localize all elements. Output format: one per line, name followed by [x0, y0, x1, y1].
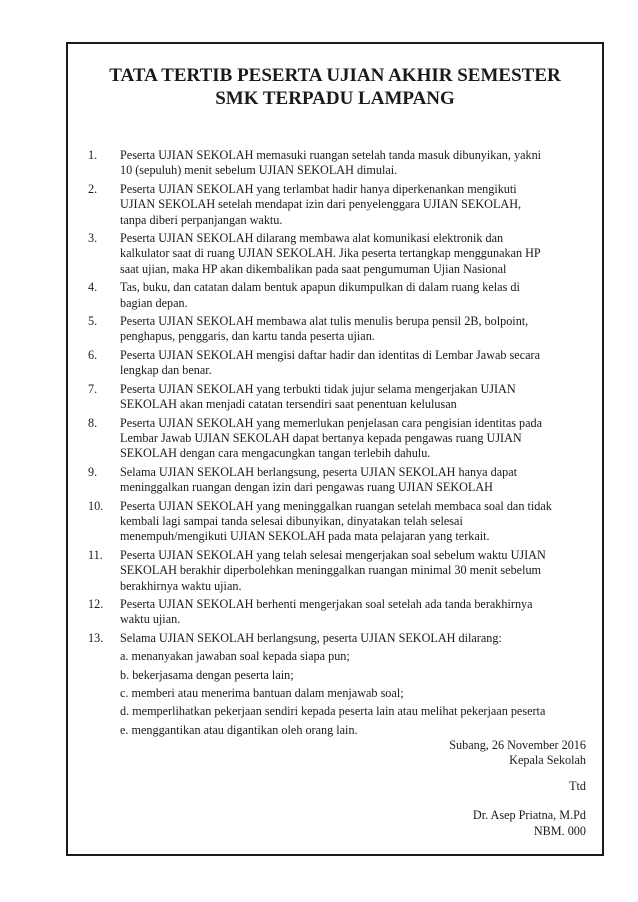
rule-text — [120, 280, 588, 311]
rule-sub-items — [120, 649, 588, 738]
rule-text-line: kembali lagi sampai tanda selesai dibunyikan, dinyatakan telah selesai — [120, 513, 463, 528]
rule-text-line: SEKOLAH dengan cara mengacungkan tangan terlebih dahulu. — [120, 446, 431, 461]
rule-text — [120, 314, 588, 345]
rules-list — [88, 148, 588, 741]
rule-text-line: Selama UJIAN SEKOLAH berlangsung, peserta UJIAN SEKOLAH hanya dapat — [120, 464, 518, 479]
rule-text-line: waktu ujian. — [120, 612, 181, 627]
rule-item — [88, 548, 588, 594]
rule-text-line: Peserta UJIAN SEKOLAH memasuki ruangan setelah tanda masuk dibunyikan, yakni — [120, 148, 542, 162]
rule-item — [88, 280, 588, 311]
rule-item — [88, 182, 588, 228]
rule-text-line: berakhirnya waktu ujian. — [120, 578, 242, 593]
rule-number: 6. — [88, 347, 98, 362]
rule-number: 3. — [88, 231, 98, 246]
rule-number: 5. — [88, 314, 98, 329]
rule-text — [120, 382, 588, 413]
rule-text — [120, 182, 588, 228]
rule-text — [120, 548, 588, 594]
rule-text-line: saat ujian, maka HP akan dikembalikan pada saat pengumuman Ujian Nasional — [120, 261, 507, 276]
rule-text — [120, 348, 588, 379]
rule-text — [120, 631, 588, 738]
rule-number: 7. — [88, 381, 98, 396]
rule-text-line: lengkap dan benar. — [120, 363, 212, 378]
rule-number: 10. — [88, 498, 104, 513]
rule-number: 9. — [88, 464, 98, 479]
rule-item — [88, 597, 588, 628]
rule-item — [88, 348, 588, 379]
rule-text-line: Peserta UJIAN SEKOLAH mengisi daftar hadir dan identitas di Lembar Jawab secara — [120, 347, 540, 362]
signature-ttd: Ttd — [569, 778, 586, 793]
rule-item — [88, 382, 588, 413]
rule-item — [88, 465, 588, 496]
rule-text-line: Peserta UJIAN SEKOLAH yang terlambat hadir hanya diperkenankan mengikuti — [120, 181, 517, 196]
title-line-1: TATA TERTIB PESERTA UJIAN AKHIR SEMESTER — [109, 65, 561, 86]
rule-sub-item: b. bekerjasama dengan peserta lain; — [120, 667, 294, 682]
rule-item — [88, 499, 588, 545]
rule-text-line: Lembar Jawab UJIAN SEKOLAH dapat bertanya kepada pengawas ruang UJIAN — [120, 430, 522, 445]
rule-item — [88, 314, 588, 345]
rule-item — [88, 631, 588, 738]
rule-number: 13. — [88, 630, 104, 645]
rule-text-line: 10 (sepuluh) menit sebelum UJIAN SEKOLAH dimulai. — [120, 163, 398, 178]
title-line-2: SMK TERPADU LAMPANG — [215, 88, 455, 109]
rule-text-line: SEKOLAH berakhir diperbolehkan meninggalkan ruangan minimal 30 menit sebelum — [120, 563, 542, 578]
document-title — [68, 64, 602, 110]
rule-text — [120, 416, 588, 462]
rule-text — [120, 148, 588, 179]
rule-text-line: SEKOLAH akan menjadi catatan tersendiri saat penentuan kelulusan — [120, 397, 457, 412]
rule-item — [88, 416, 588, 462]
rule-number: 2. — [88, 181, 98, 196]
rule-number: 1. — [88, 148, 98, 162]
rule-text — [120, 465, 588, 496]
rule-number: 12. — [88, 596, 104, 611]
rule-sub-item: c. memberi atau menerima bantuan dalam menjawab soal; — [120, 686, 404, 700]
rule-text — [120, 499, 588, 545]
rule-text-line: meninggalkan ruangan dengan izin dari pengawas ruang UJIAN SEKOLAH — [120, 480, 493, 495]
rule-text-line: Peserta UJIAN SEKOLAH yang terbukti tidak jujur selama mengerjakan UJIAN — [120, 381, 516, 396]
signature-name: Dr. Asep Priatna, M.Pd — [472, 808, 586, 823]
rule-text-line: UJIAN SEKOLAH setelah mendapat izin dari penyelenggara UJIAN SEKOLAH, — [120, 197, 522, 212]
rule-item — [88, 231, 588, 277]
rule-text-line: Tas, buku, dan catatan dalam bentuk apapun dikumpulkan di dalam ruang kelas di — [120, 280, 520, 295]
rule-number: 11. — [88, 547, 103, 562]
rule-text-line: Peserta UJIAN SEKOLAH yang meninggalkan ruangan setelah membaca soal dan tidak — [120, 498, 552, 513]
rule-text-line: penghapus, penggaris, dan kartu tanda peserta ujian. — [120, 329, 375, 344]
signature-nbm: NBM. 000 — [533, 823, 586, 838]
rule-text-line: bagian depan. — [120, 295, 188, 310]
rule-sub-item: d. memperlihatkan pekerjaan sendiri kepada peserta lain atau melihat pekerjaan peserta — [120, 704, 546, 719]
signature-place-date: Subang, 26 November 2016 — [449, 738, 586, 752]
rule-number: 8. — [88, 415, 98, 430]
rule-text-line: tanpa diberi perpanjangan waktu. — [120, 212, 283, 227]
rule-text-line: menempuh/mengikuti UJIAN SEKOLAH pada mata pelajaran yang terkait. — [120, 529, 490, 544]
rule-number: 4. — [88, 280, 98, 295]
rule-text-line: Peserta UJIAN SEKOLAH dilarang membawa alat komunikasi elektronik dan — [120, 231, 504, 246]
rule-text — [120, 231, 588, 277]
signature-position: Kepala Sekolah — [509, 753, 586, 768]
rule-text-line: Selama UJIAN SEKOLAH berlangsung, peserta UJIAN SEKOLAH dilarang: — [120, 630, 502, 645]
rule-text-line: Peserta UJIAN SEKOLAH berhenti mengerjakan soal setelah ada tanda berakhirnya — [120, 596, 533, 611]
rule-text-line: kalkulator saat di ruang UJIAN SEKOLAH. Jika peserta tertangkap menggunakan HP — [120, 246, 541, 261]
signature-block — [449, 738, 586, 839]
rule-text — [120, 597, 588, 628]
rule-text-line: Peserta UJIAN SEKOLAH membawa alat tulis menulis berupa pensil 2B, bolpoint, — [120, 314, 529, 329]
rule-text-line: Peserta UJIAN SEKOLAH yang telah selesai mengerjakan soal sebelum waktu UJIAN — [120, 547, 546, 562]
rule-sub-item: a. menanyakan jawaban soal kepada siapa pun; — [120, 649, 350, 664]
document-frame — [66, 42, 604, 856]
rule-sub-item: e. menggantikan atau digantikan oleh orang lain. — [120, 722, 358, 737]
rule-text-line: Peserta UJIAN SEKOLAH yang memerlukan penjelasan cara pengisian identitas pada — [120, 415, 543, 430]
rule-item — [88, 148, 588, 179]
